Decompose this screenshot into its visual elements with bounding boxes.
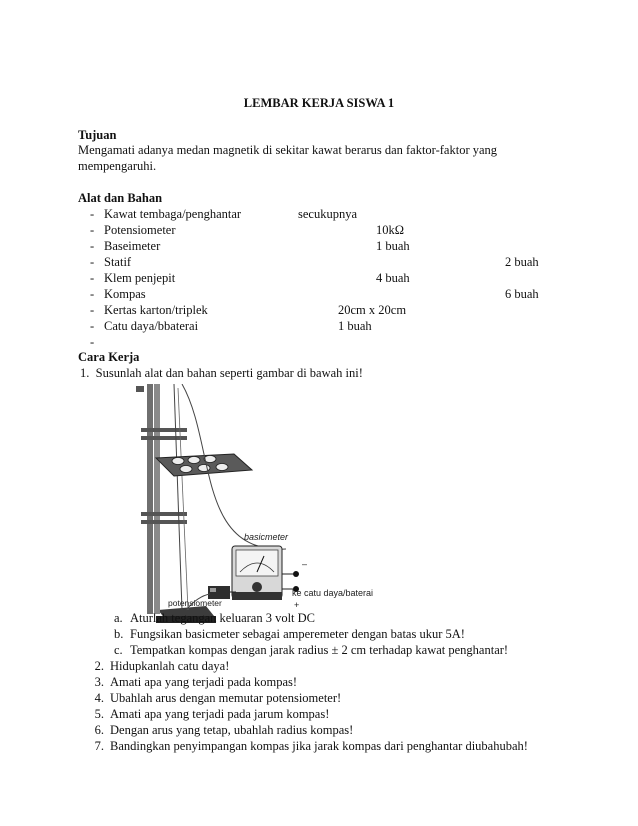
alat-heading: Alat dan Bahan bbox=[78, 191, 163, 205]
alat-qty-kertas: 20cm x 20cm bbox=[338, 303, 407, 317]
alat-qty-statif: 2 buah bbox=[505, 255, 539, 269]
alat-item-klem: - Klem penjepit bbox=[90, 271, 176, 285]
cara-step-5: 5. Amati apa yang terjadi pada jarum kompas! bbox=[94, 707, 330, 721]
alat-item-kertas: - Kertas karton/triplek bbox=[90, 303, 208, 317]
tujuan-line1: Mengamati adanya medan magnetik di sekitar kawat berarus dan faktor-faktor yang bbox=[78, 143, 498, 157]
alat-item-kawat: - Kawat tembaga/penghantar bbox=[90, 207, 242, 221]
plus-label: + bbox=[294, 600, 300, 610]
cara-step-4: 4. Ubahlah arus dengan memutar potensiometer! bbox=[94, 691, 342, 705]
compass-icon bbox=[180, 466, 192, 473]
cara-step-7: 7. Bandingkan penyimpangan kompas jika jarak kompas dari penghantar diubahubah! bbox=[94, 739, 528, 753]
tujuan-line2: mempengaruhi. bbox=[78, 159, 157, 173]
potensiometer-label: potensiometer bbox=[168, 598, 222, 608]
clamp-3 bbox=[141, 512, 187, 516]
alat-qty-potensiometer: 10kΩ bbox=[376, 223, 405, 237]
cara-heading: Cara Kerja bbox=[78, 350, 140, 364]
cara-step-1: 1. Susunlah alat dan bahan seperti gambar di bawah ini! bbox=[80, 366, 363, 380]
apparatus-figure bbox=[126, 384, 432, 640]
compass-icon bbox=[198, 465, 210, 472]
alat-qty-catu: 1 buah bbox=[338, 319, 372, 333]
alat-qty-klem: 4 buah bbox=[376, 271, 410, 285]
clamp-4 bbox=[141, 520, 187, 524]
alat-item-kompas: - Kompas bbox=[90, 287, 146, 301]
alat-item-baseimeter: - Baseimeter bbox=[90, 239, 161, 253]
compass-icon bbox=[188, 457, 200, 464]
cara-step-2: 2. Hidupkanlah catu daya! bbox=[94, 659, 230, 673]
catu-label: ke catu daya/baterai bbox=[292, 588, 374, 598]
cara-step-3: 3. Amati apa yang terjadi pada kompas! bbox=[94, 675, 298, 689]
alat-qty-kawat: secukupnya bbox=[298, 207, 358, 221]
compass-icon bbox=[216, 464, 228, 471]
alat-qty-baseimeter: 1 buah bbox=[376, 239, 410, 253]
basicmeter-label: basicmeter bbox=[244, 532, 289, 542]
alat-item-statif: - Statif bbox=[90, 255, 132, 269]
stand-rod bbox=[147, 384, 153, 614]
alat-qty-kompas: 6 buah bbox=[505, 287, 539, 301]
substep-b: b. Fungsikan basicmeter sebagai amperemeter dengan batas ukur 5A! bbox=[114, 627, 465, 641]
alat-item-potensiometer: - Potensiometer bbox=[90, 223, 176, 237]
cara-step-6: 6. Dengan arus yang tetap, ubahlah radius kompas! bbox=[94, 723, 354, 737]
minus-label: – bbox=[302, 559, 308, 569]
substep-c: c. Tempatkan kompas dengan jarak radius ± 2 cm terhadap kawat penghantar! bbox=[114, 643, 509, 657]
wire-vertical bbox=[174, 384, 182, 610]
alat-item-empty: - bbox=[90, 335, 95, 349]
page-title: LEMBAR KERJA SISWA 1 bbox=[243, 96, 395, 110]
substep-a: a. Aturlah tegangan keluaran 3 volt DC bbox=[114, 611, 316, 625]
terminal-minus bbox=[293, 571, 299, 577]
alat-item-catu: - Catu daya/bbaterai bbox=[90, 319, 199, 333]
compass-icon bbox=[172, 458, 184, 465]
tujuan-heading: Tujuan bbox=[78, 128, 117, 142]
basicmeter bbox=[232, 546, 282, 600]
